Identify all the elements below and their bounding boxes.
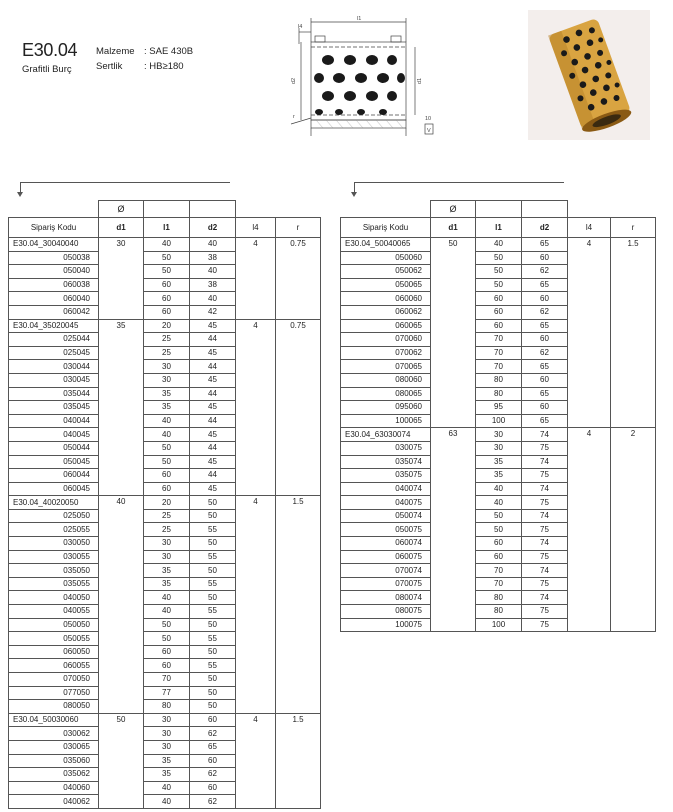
order-code-cell: 070050: [9, 673, 99, 687]
order-code-cell: 035074: [341, 455, 431, 469]
order-code-cell: 077050: [9, 686, 99, 700]
l1-cell: 40: [144, 238, 190, 252]
r-cell: 1.5: [611, 238, 656, 428]
header-r: r: [276, 218, 321, 238]
d2-cell: 44: [190, 387, 236, 401]
order-code-cell: 030062: [9, 727, 99, 741]
order-code-cell: 040045: [9, 428, 99, 442]
d2-cell: 38: [190, 251, 236, 265]
order-code-cell: 070065: [341, 360, 431, 374]
order-code-cell: E30.04_35020045: [9, 319, 99, 333]
d2-cell: 50: [190, 645, 236, 659]
l1-cell: 30: [476, 428, 522, 442]
l1-cell: 60: [144, 292, 190, 306]
l1-cell: 50: [476, 523, 522, 537]
plug: [366, 91, 378, 101]
d2-cell: 65: [522, 360, 568, 374]
label-r: r: [293, 114, 295, 120]
l4-cell: 4: [568, 238, 611, 428]
header-l1: l1: [144, 218, 190, 238]
l1-cell: 30: [144, 740, 190, 754]
d2-cell: 65: [522, 238, 568, 252]
order-code-cell: 095060: [341, 401, 431, 415]
l1-cell: 60: [144, 482, 190, 496]
order-code-cell: E30.04_50040065: [341, 238, 431, 252]
order-code-cell: 050075: [341, 523, 431, 537]
l1-cell: 35: [144, 401, 190, 415]
d2-cell: 74: [522, 564, 568, 578]
l1-cell: 50: [144, 265, 190, 279]
d2-cell: 74: [522, 509, 568, 523]
d2-cell: 62: [190, 795, 236, 809]
d2-cell: 74: [522, 455, 568, 469]
d1-cell: 40: [99, 496, 144, 714]
l1-cell: 30: [144, 373, 190, 387]
d2-cell: 45: [190, 373, 236, 387]
header-d2: d2: [522, 218, 568, 238]
order-code-cell: 035062: [9, 768, 99, 782]
l1-cell: 60: [144, 659, 190, 673]
order-code-cell: 035050: [9, 564, 99, 578]
order-code-cell: 080060: [341, 373, 431, 387]
order-code-cell: 060055: [9, 659, 99, 673]
table-row: [341, 238, 656, 252]
l1-cell: 40: [144, 591, 190, 605]
product-subtitle: Grafitli Burç: [22, 64, 72, 75]
header-code: Sipariş Kodu: [9, 218, 99, 238]
order-code-cell: 060050: [9, 645, 99, 659]
d2-cell: 75: [522, 441, 568, 455]
d2-cell: 60: [190, 781, 236, 795]
d2-cell: 45: [190, 455, 236, 469]
left-arrow-line: [20, 182, 230, 183]
order-code-cell: E30.04_63030074: [341, 428, 431, 442]
d2-cell: 44: [190, 360, 236, 374]
l1-cell: 70: [476, 333, 522, 347]
header-d1: d1: [99, 218, 144, 238]
order-code-cell: 040050: [9, 591, 99, 605]
plug: [377, 73, 389, 83]
order-code-cell: 050050: [9, 618, 99, 632]
order-code-cell: 050044: [9, 441, 99, 455]
order-code-cell: 060074: [341, 537, 431, 551]
left-arrow-head: [17, 192, 23, 197]
plug: [335, 109, 343, 115]
l1-cell: 60: [144, 278, 190, 292]
d2-cell: 74: [522, 537, 568, 551]
plug: [379, 109, 387, 115]
graphite-plugs: [314, 55, 405, 115]
plug: [366, 55, 378, 65]
order-code-cell: 030044: [9, 360, 99, 374]
d2-cell: 75: [522, 550, 568, 564]
order-code-cell: 040060: [9, 781, 99, 795]
order-code-cell: 080075: [341, 605, 431, 619]
order-code-cell: 040074: [341, 482, 431, 496]
l1-cell: 40: [476, 496, 522, 510]
right-arrow-head: [351, 192, 357, 197]
l1-cell: 40: [476, 482, 522, 496]
r-cell: 2: [611, 428, 656, 632]
l1-cell: 70: [476, 577, 522, 591]
d2-cell: 42: [190, 305, 236, 319]
order-code-cell: 050062: [341, 265, 431, 279]
order-code-cell: 050065: [341, 278, 431, 292]
l1-cell: 35: [476, 469, 522, 483]
technical-drawing: [271, 14, 443, 146]
l1-cell: 30: [144, 713, 190, 727]
order-code-cell: E30.04_50030060: [9, 713, 99, 727]
d2-cell: 62: [522, 265, 568, 279]
l1-cell: 70: [476, 360, 522, 374]
d2-cell: 75: [522, 469, 568, 483]
l1-cell: 25: [144, 509, 190, 523]
d2-cell: 44: [190, 414, 236, 428]
order-code-cell: 060042: [9, 305, 99, 319]
order-code-cell: 060045: [9, 482, 99, 496]
d2-cell: 65: [522, 319, 568, 333]
order-code-cell: 080065: [341, 387, 431, 401]
hardness-value: : HB≥180: [144, 61, 184, 72]
order-code-cell: 030075: [341, 441, 431, 455]
plug: [387, 55, 397, 65]
l1-cell: 35: [144, 387, 190, 401]
order-code-cell: 035044: [9, 387, 99, 401]
l1-cell: 50: [144, 618, 190, 632]
order-code-cell: 030065: [9, 740, 99, 754]
order-code-cell: 025050: [9, 509, 99, 523]
order-code-cell: 070075: [341, 577, 431, 591]
right-arrow-stem: [354, 182, 355, 192]
order-code-cell: 025044: [9, 333, 99, 347]
header-r: r: [611, 218, 656, 238]
order-code-cell: 035045: [9, 401, 99, 415]
order-code-cell: 060040: [9, 292, 99, 306]
l1-cell: 80: [476, 373, 522, 387]
d2-cell: 50: [190, 591, 236, 605]
product-code: E30.04: [22, 40, 78, 60]
r-cell: 1.5: [276, 496, 321, 714]
l1-cell: 95: [476, 401, 522, 415]
order-code-cell: 040055: [9, 605, 99, 619]
l1-cell: 50: [144, 632, 190, 646]
d2-cell: 75: [522, 605, 568, 619]
l4-cell: 4: [236, 319, 276, 496]
plug: [314, 73, 324, 83]
d1-cell: 50: [431, 238, 476, 428]
l1-cell: 70: [144, 673, 190, 687]
l1-cell: 60: [144, 645, 190, 659]
d2-cell: 40: [190, 265, 236, 279]
d2-cell: 62: [190, 768, 236, 782]
order-code-cell: 060062: [341, 305, 431, 319]
order-code-cell: 050074: [341, 509, 431, 523]
l1-cell: 80: [144, 700, 190, 714]
specs-block: [96, 44, 193, 74]
label-l1: l1: [357, 16, 362, 22]
l1-cell: 77: [144, 686, 190, 700]
d2-cell: 45: [190, 482, 236, 496]
material-row: [96, 44, 193, 59]
d2-cell: 44: [190, 441, 236, 455]
l1-cell: 60: [476, 319, 522, 333]
d2-cell: 65: [522, 278, 568, 292]
l1-cell: 20: [144, 319, 190, 333]
d2-cell: 75: [522, 618, 568, 632]
order-code-cell: 035075: [341, 469, 431, 483]
d2-cell: 44: [190, 333, 236, 347]
diameter-symbol: Ø: [431, 201, 476, 218]
order-code-cell: 050038: [9, 251, 99, 265]
d2-cell: 62: [190, 727, 236, 741]
d2-cell: 45: [190, 428, 236, 442]
l1-cell: 50: [476, 265, 522, 279]
order-code-cell: 035060: [9, 754, 99, 768]
l1-cell: 35: [144, 754, 190, 768]
header-l4: l4: [236, 218, 276, 238]
l1-cell: 70: [476, 564, 522, 578]
l1-cell: 80: [476, 387, 522, 401]
d1-cell: 35: [99, 319, 144, 496]
left-size-table: [8, 200, 321, 809]
d2-cell: 55: [190, 632, 236, 646]
hardness-row: [96, 59, 193, 74]
l1-cell: 50: [144, 441, 190, 455]
plug: [387, 91, 397, 101]
d2-cell: 75: [522, 496, 568, 510]
l1-cell: 40: [144, 795, 190, 809]
l1-cell: 60: [476, 537, 522, 551]
l1-cell: 70: [476, 346, 522, 360]
order-code-cell: 080074: [341, 591, 431, 605]
l1-cell: 40: [144, 605, 190, 619]
l1-cell: 40: [144, 414, 190, 428]
r-cell: 0.75: [276, 319, 321, 496]
l1-cell: 40: [144, 428, 190, 442]
label-l4: l4: [298, 24, 303, 30]
d2-cell: 45: [190, 346, 236, 360]
l1-cell: 60: [476, 292, 522, 306]
header-code: Sipariş Kodu: [341, 218, 431, 238]
order-code-cell: 070074: [341, 564, 431, 578]
r-cell: 1.5: [276, 713, 321, 808]
order-code-cell: 060044: [9, 469, 99, 483]
l4-cell: 4: [236, 496, 276, 714]
order-code-cell: 040062: [9, 795, 99, 809]
d2-cell: 74: [522, 428, 568, 442]
order-code-cell: 050060: [341, 251, 431, 265]
l1-cell: 40: [144, 781, 190, 795]
right-size-table: [340, 200, 656, 632]
l1-cell: 50: [476, 251, 522, 265]
order-code-cell: 040044: [9, 414, 99, 428]
order-code-cell: 060065: [341, 319, 431, 333]
d2-cell: 50: [190, 509, 236, 523]
order-code-cell: 050055: [9, 632, 99, 646]
plug: [355, 73, 367, 83]
order-code-cell: 025055: [9, 523, 99, 537]
d2-cell: 55: [190, 577, 236, 591]
order-code-cell: 025045: [9, 346, 99, 360]
diameter-symbol: Ø: [99, 201, 144, 218]
l4-cell: 4: [236, 238, 276, 320]
material-label: Malzeme: [96, 46, 135, 57]
l1-cell: 100: [476, 618, 522, 632]
d2-cell: 55: [190, 523, 236, 537]
d2-cell: 75: [522, 577, 568, 591]
d2-cell: 40: [190, 238, 236, 252]
d2-cell: 60: [522, 401, 568, 415]
order-code-cell: 030045: [9, 373, 99, 387]
order-code-cell: 060075: [341, 550, 431, 564]
d2-cell: 50: [190, 618, 236, 632]
order-code-cell: 100075: [341, 618, 431, 632]
order-code-cell: 080050: [9, 700, 99, 714]
d2-cell: 74: [522, 591, 568, 605]
d2-cell: 55: [190, 659, 236, 673]
order-code-cell: 060038: [9, 278, 99, 292]
d2-cell: 50: [190, 686, 236, 700]
d2-cell: 50: [190, 700, 236, 714]
label-10: 10: [425, 116, 432, 122]
table-row: [9, 496, 321, 510]
header-l4: l4: [568, 218, 611, 238]
d2-cell: 62: [522, 346, 568, 360]
l1-cell: 25: [144, 333, 190, 347]
table-row: [341, 428, 656, 442]
l1-cell: 30: [144, 537, 190, 551]
d2-cell: 60: [522, 292, 568, 306]
l4-cell: 4: [236, 713, 276, 808]
l1-cell: 50: [144, 251, 190, 265]
d2-cell: 74: [522, 482, 568, 496]
d2-cell: 50: [190, 673, 236, 687]
d2-cell: 55: [190, 605, 236, 619]
order-code-cell: 035055: [9, 577, 99, 591]
d2-cell: 60: [190, 754, 236, 768]
d2-cell: 75: [522, 523, 568, 537]
order-code-cell: 030055: [9, 550, 99, 564]
l1-cell: 20: [144, 496, 190, 510]
d2-cell: 55: [190, 550, 236, 564]
d2-cell: 65: [522, 414, 568, 428]
d2-cell: 60: [522, 333, 568, 347]
d2-cell: 65: [190, 740, 236, 754]
l1-cell: 40: [476, 238, 522, 252]
l1-cell: 35: [144, 577, 190, 591]
l1-cell: 60: [476, 550, 522, 564]
d1-cell: 30: [99, 238, 144, 320]
d2-cell: 60: [522, 251, 568, 265]
d2-cell: 50: [190, 564, 236, 578]
l1-cell: 100: [476, 414, 522, 428]
order-code-cell: 050045: [9, 455, 99, 469]
order-code-cell: 030050: [9, 537, 99, 551]
l1-cell: 60: [476, 305, 522, 319]
l1-cell: 50: [476, 509, 522, 523]
plug: [397, 73, 405, 83]
d2-cell: 45: [190, 401, 236, 415]
plug: [322, 55, 334, 65]
label-d1: d1: [417, 77, 423, 84]
d1-cell: 63: [431, 428, 476, 632]
table-row: [9, 238, 321, 252]
hardness-label: Sertlik: [96, 61, 123, 72]
order-code-cell: 060060: [341, 292, 431, 306]
order-code-cell: E30.04_40020050: [9, 496, 99, 510]
l1-cell: 30: [144, 727, 190, 741]
l1-cell: 80: [476, 605, 522, 619]
plug: [322, 91, 334, 101]
d2-cell: 40: [190, 292, 236, 306]
order-code-cell: 050040: [9, 265, 99, 279]
d2-cell: 44: [190, 469, 236, 483]
d1-cell: 50: [99, 713, 144, 808]
material-value: : SAE 430B: [144, 46, 194, 57]
l1-cell: 35: [144, 768, 190, 782]
table-row: [9, 713, 321, 727]
plug: [315, 109, 323, 115]
plug: [344, 91, 356, 101]
header-l1: l1: [476, 218, 522, 238]
plug: [333, 73, 345, 83]
d2-cell: 60: [190, 713, 236, 727]
l1-cell: 35: [144, 564, 190, 578]
d2-cell: 45: [190, 319, 236, 333]
d2-cell: 50: [190, 496, 236, 510]
d2-cell: 62: [522, 305, 568, 319]
l1-cell: 25: [144, 523, 190, 537]
label-d2: d2: [291, 77, 297, 84]
l1-cell: 30: [476, 441, 522, 455]
product-photo: [528, 10, 650, 140]
order-code-cell: 070062: [341, 346, 431, 360]
left-arrow-stem: [20, 182, 21, 192]
d2-cell: 38: [190, 278, 236, 292]
d2-cell: 60: [522, 373, 568, 387]
header-d1: d1: [431, 218, 476, 238]
label-v: V: [427, 128, 431, 134]
table-row: [9, 319, 321, 333]
l4-cell: 4: [568, 428, 611, 632]
l1-cell: 50: [476, 278, 522, 292]
l1-cell: 30: [144, 550, 190, 564]
r-cell: 0.75: [276, 238, 321, 320]
plug: [357, 109, 365, 115]
d2-cell: 50: [190, 537, 236, 551]
order-code-cell: 040075: [341, 496, 431, 510]
order-code-cell: E30.04_30040040: [9, 238, 99, 252]
order-code-cell: 100065: [341, 414, 431, 428]
header-d2: d2: [190, 218, 236, 238]
plug: [344, 55, 356, 65]
l1-cell: 30: [144, 360, 190, 374]
d2-cell: 65: [522, 387, 568, 401]
l1-cell: 60: [144, 469, 190, 483]
l1-cell: 25: [144, 346, 190, 360]
l1-cell: 50: [144, 455, 190, 469]
right-arrow-line: [354, 182, 564, 183]
l1-cell: 80: [476, 591, 522, 605]
l1-cell: 35: [476, 455, 522, 469]
l1-cell: 60: [144, 305, 190, 319]
order-code-cell: 070060: [341, 333, 431, 347]
